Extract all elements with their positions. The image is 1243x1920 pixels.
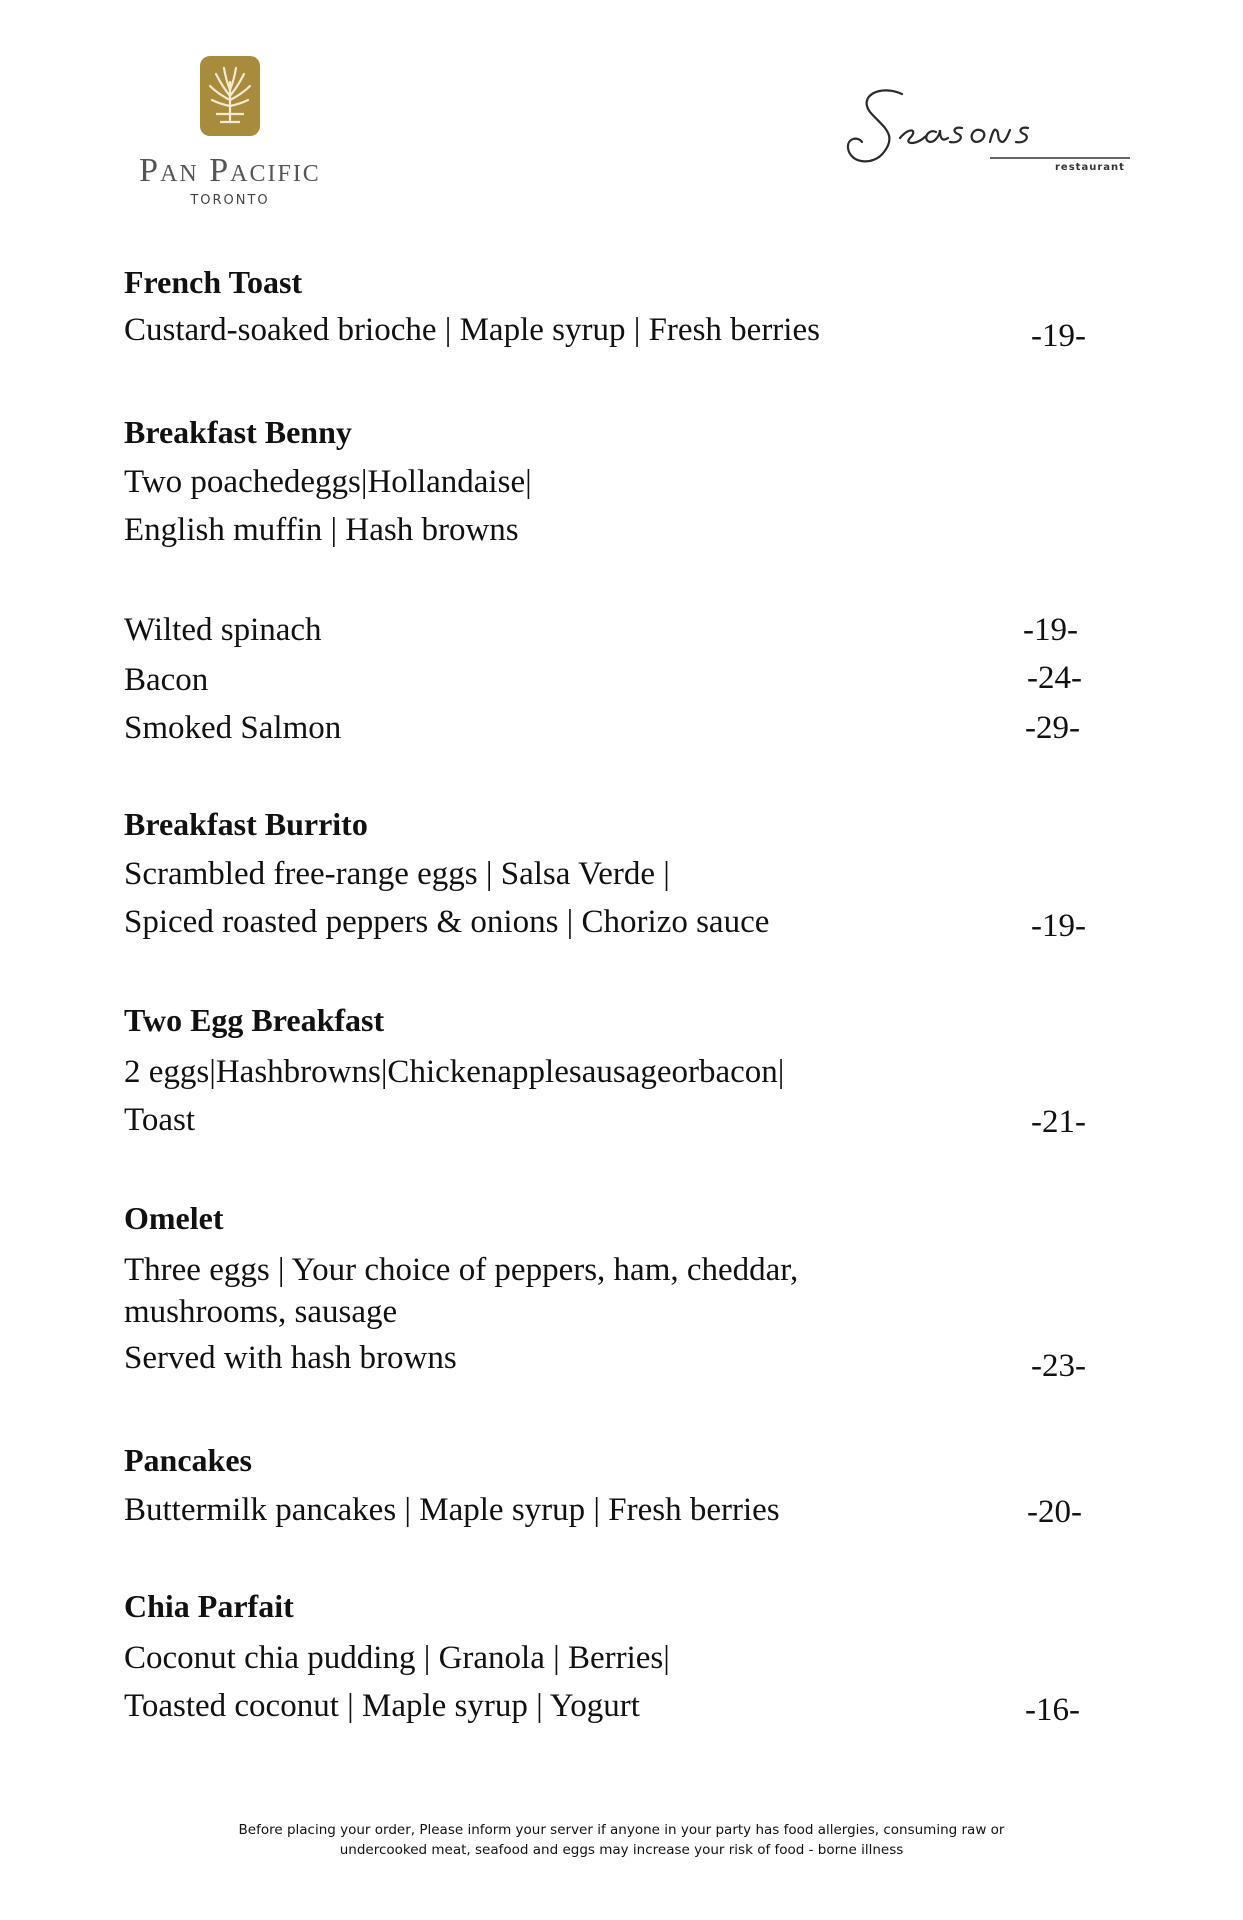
breakfast-benny-desc-1: Two poachedeggs|Hollandaise|: [124, 464, 532, 500]
disclaimer-line-1: Before placing your order, Please inform your server if anyone in your party has food allergies, consuming raw or: [238, 1822, 1005, 1838]
pancakes-desc: Buttermilk pancakes | Maple syrup | Fresh berries: [124, 1492, 780, 1528]
breakfast-burrito-desc-1: Scrambled free-range eggs | Salsa Verde |: [124, 856, 670, 892]
benny-option-bacon-price: -24-: [1027, 660, 1082, 696]
chia-parfait-desc-2: Toasted coconut | Maple syrup | Yogurt: [124, 1688, 640, 1724]
benny-option-salmon-price: -29-: [1025, 710, 1080, 746]
benny-option-spinach: Wilted spinach: [124, 612, 322, 648]
chia-parfait-price: -16-: [1025, 1692, 1080, 1728]
omelet-desc-2: mushrooms, sausage: [124, 1294, 398, 1330]
brand-name: Pan Pacific: [139, 152, 321, 189]
benny-option-spinach-price: -19-: [1023, 612, 1078, 648]
pan-pacific-logo: [130, 56, 330, 208]
chia-parfait-desc-1: Coconut chia pudding | Granola | Berries|: [124, 1640, 670, 1676]
omelet-price: -23-: [1031, 1348, 1086, 1384]
breakfast-benny-title: Breakfast Benny: [124, 414, 352, 450]
french-toast-price: -19-: [1031, 318, 1086, 354]
pancakes-price: -20-: [1027, 1494, 1082, 1530]
brand-city: TORONTO: [190, 193, 270, 208]
two-egg-breakfast-desc-1: 2 eggs|Hashbrowns|Chickenapplesausageorbacon|: [124, 1054, 785, 1090]
two-egg-breakfast-price: -21-: [1031, 1104, 1086, 1140]
breakfast-benny-desc-2: English muffin | Hash browns: [124, 512, 519, 548]
chia-parfait-title: Chia Parfait: [124, 1588, 294, 1624]
leaf-emblem-icon: [200, 56, 260, 136]
breakfast-burrito-desc-2: Spiced roasted peppers & onions | Chorizo sauce: [124, 904, 770, 940]
two-egg-breakfast-desc-2: Toast: [124, 1102, 196, 1138]
benny-option-bacon: Bacon: [124, 662, 209, 698]
french-toast-desc: Custard-soaked brioche | Maple syrup | Fresh berries: [124, 312, 820, 348]
breakfast-burrito-title: Breakfast Burrito: [124, 806, 368, 842]
allergy-disclaimer: [0, 1820, 1243, 1860]
omelet-desc-3: Served with hash browns: [124, 1340, 457, 1376]
two-egg-breakfast-title: Two Egg Breakfast: [124, 1002, 385, 1038]
seasons-logo: [840, 76, 1140, 186]
pancakes-title: Pancakes: [124, 1442, 252, 1478]
omelet-title: Omelet: [124, 1200, 224, 1236]
breakfast-burrito-price: -19-: [1031, 908, 1086, 944]
restaurant-subtext: restaurant: [1055, 162, 1125, 173]
omelet-desc-1: Three eggs | Your choice of peppers, ham, cheddar,: [124, 1252, 799, 1288]
disclaimer-line-2: undercooked meat, seafood and eggs may increase your risk of food - borne illness: [339, 1842, 904, 1858]
benny-option-salmon: Smoked Salmon: [124, 710, 342, 746]
french-toast-title: French Toast: [124, 264, 303, 300]
